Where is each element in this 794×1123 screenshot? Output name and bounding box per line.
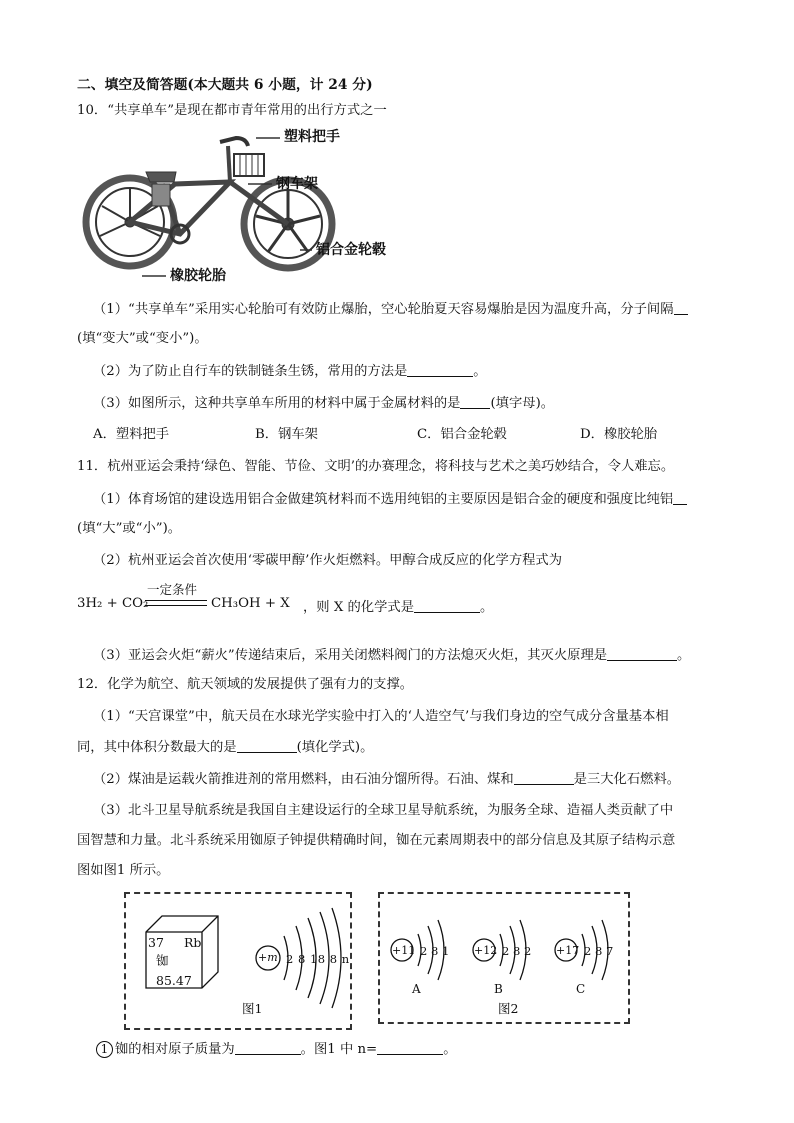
element-number: 37: [148, 935, 164, 950]
element-symbol: Rb: [184, 935, 202, 950]
q12-part2: （2）煤油是运载火箭推进剂的常用燃料，由石油分馏所得。石油、煤和 是三大化石燃料。: [93, 772, 681, 787]
bicycle-drawing: [80, 124, 420, 286]
answer-blank[interactable]: [673, 490, 687, 505]
bicycle-figure: [80, 124, 420, 286]
q12-part3-line1: （3）北斗卫星导航系统是我国自主建设运行的全球卫星导航系统，为服务全球、造福人类贡献了中: [93, 803, 674, 818]
q12-part1-line2: 同，其中体积分数最大的是 (填化学式)。: [77, 740, 374, 755]
figure-2-box: [378, 892, 630, 1024]
equation-condition: 一定条件: [147, 582, 198, 597]
q12-part3-line3: 图如图1 所示。: [77, 863, 170, 878]
answer-blank[interactable]: [414, 598, 480, 613]
label-steel-frame: 钢车架: [276, 176, 318, 192]
q10-part2: （2）为了防止自行车的铁制链条生锈，常用的方法是 。: [93, 364, 487, 379]
equation-products: CH₃OH + X: [211, 596, 290, 611]
question-12-stem: 12．化学为航空、航天领域的发展提供了强有力的支撑。: [77, 677, 414, 692]
option-b[interactable]: B．钢车架: [255, 427, 318, 442]
figure-1-caption: 图1: [242, 1001, 263, 1016]
option-d[interactable]: D．橡胶轮胎: [580, 427, 658, 442]
answer-blank[interactable]: [514, 770, 574, 785]
answer-blank[interactable]: [607, 646, 677, 661]
answer-blank[interactable]: [377, 1040, 443, 1055]
rb-nucleus: +m: [258, 951, 278, 964]
figure-1-box: [124, 892, 352, 1030]
q12-part1-line1: （1）“天宫课堂”中，航天员在水球光学实验中打入的‘人造空气’与我们身边的空气成分含量基本相: [93, 709, 669, 724]
q10-part1-line1: （1）“共享单车”采用实心轮胎可有效防止爆胎，空心轮胎夏天容易爆胎是因为温度升高，分子间隔: [93, 300, 688, 319]
option-a[interactable]: A．塑料把手: [93, 427, 170, 442]
q10-part3: （3）如图所示，这种共享单车所用的材料中属于金属材料的是 (填字母)。: [93, 396, 555, 411]
q11-part3: （3）亚运会火炬“薪火”传递结束后，采用关闭燃料阀门的方法熄灭火炬，其灭火原理是 。: [93, 648, 691, 663]
q11-part1-line1: （1）体育场馆的建设选用铝合金做建筑材料而不选用纯铝的主要原因是铝合金的硬度和强度比纯铝: [93, 490, 687, 509]
answer-blank[interactable]: [235, 1040, 301, 1055]
figure-2-caption: 图2: [498, 1001, 519, 1016]
element-mass: 85.47: [156, 973, 192, 988]
q12-part3-line2: 国智慧和力量。北斗系统采用铷原子钟提供精确时间，铷在元素周期表中的部分信息及其原子结构示意: [77, 833, 676, 848]
chemical-equation: [77, 580, 527, 620]
atom-b-letter: B: [494, 982, 503, 996]
answer-blank[interactable]: [460, 394, 490, 409]
atom-b-shells: 2 8 2: [502, 944, 532, 958]
atom-a-nucleus: +11: [392, 944, 416, 957]
label-rubber-tire: 橡胶轮胎: [170, 268, 226, 284]
answer-blank[interactable]: [407, 362, 473, 377]
equation-arrow: [145, 600, 207, 606]
answer-blank[interactable]: [237, 738, 297, 753]
q11-part1-line2: (填“大”或“小”)。: [77, 521, 182, 536]
q12-sub1: 1 铷的相对原子质量为 。图1 中 n= 。: [96, 1040, 456, 1059]
q11-part2: （2）杭州亚运会首次使用‘零碳甲醇’作火炬燃料。甲醇合成反应的化学方程式为: [93, 553, 563, 568]
element-name: 铷: [156, 953, 169, 968]
question-10-stem: 10．“共享单车”是现在都市青年常用的出行方式之一: [77, 103, 387, 118]
question-11-stem: 11．杭州亚运会秉持‘绿色、智能、节俭、文明’的办赛理念，将科技与艺术之美巧妙结合，令人难忘。: [77, 459, 675, 474]
atom-c-nucleus: +17: [556, 944, 580, 957]
atom-a-shells: 2 8 1: [420, 944, 450, 958]
answer-blank[interactable]: [674, 300, 688, 315]
circled-number: 1: [96, 1041, 113, 1058]
atom-c-letter: C: [576, 982, 586, 996]
atom-b-nucleus: +12: [474, 944, 498, 957]
q10-part1-line2: (填“变大”或“变小”)。: [77, 331, 208, 346]
atom-c-shells: 2 8 7: [584, 944, 614, 958]
option-c[interactable]: C．铝合金轮毂: [417, 427, 507, 442]
section-title: 二、填空及简答题(本大题共 6 小题，计 24 分): [77, 77, 373, 93]
label-plastic-handle: 塑料把手: [284, 129, 340, 145]
rb-shells: 2 8 18 8 n: [286, 952, 350, 966]
equation-reactants: 3H₂ + CO₂: [77, 596, 149, 611]
equation-question: ，则 X 的化学式是 。: [303, 600, 494, 615]
atom-a-letter: A: [412, 982, 421, 996]
label-alloy-hub: 铝合金轮毂: [316, 242, 386, 258]
